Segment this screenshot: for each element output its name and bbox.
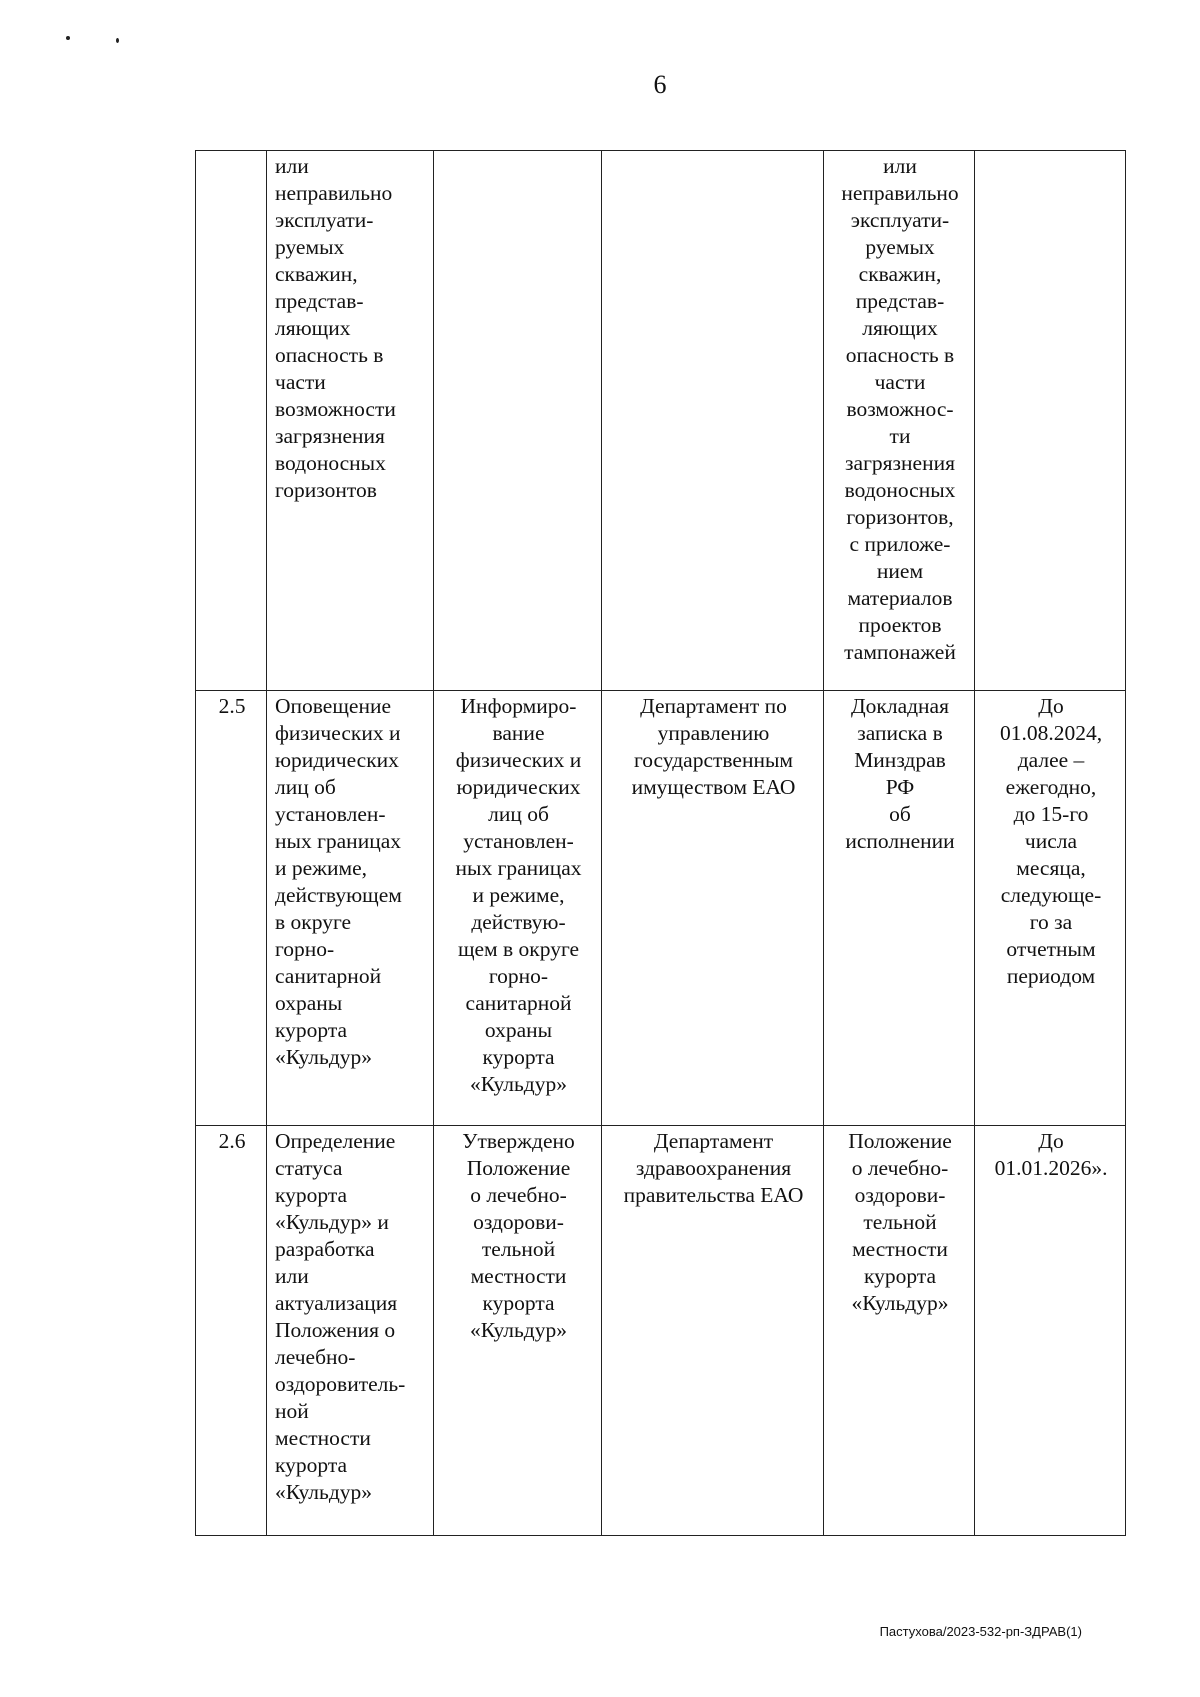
event-cell: Определение статуса курорта «Кульдур» и разработка или актуализация Положения о лечебно- оздоровитель- ной местности курорта «Кульдур» (267, 1126, 434, 1536)
page-number: 6 (653, 70, 667, 99)
row-number-cell (196, 151, 267, 691)
responsible-cell (602, 151, 824, 691)
table-row (196, 1126, 1126, 1536)
event-cell: Оповещение физических и юридических лиц об установлен- ных границах и режиме, действующем в округе горно- санитарной охраны курорта «Кульдур» (267, 691, 434, 1126)
event-cell: или неправильно эксплуати- руемых скважин, представ- ляющих опасность в части возможности загрязнения водоносных горизонтов (267, 151, 434, 691)
scan-speck (66, 36, 70, 40)
result-cell: Информиро- вание физических и юридических лиц об установлен- ных границах и режиме, действую- щем в округе горно- санитарной охраны курорта «Кульдур» (434, 691, 602, 1126)
result-cell (434, 151, 602, 691)
row-number-cell: 2.5 (196, 691, 267, 1126)
responsible-cell: Департамент по управлению государственным имуществом ЕАО (602, 691, 824, 1126)
action-plan-table (195, 150, 1126, 1536)
report-cell: или неправильно эксплуати- руемых скважин, представ- ляющих опасность в части возможнос- ти загрязнения водоносных горизонтов, с приложе- нием материалов проектов тампонажей (824, 151, 975, 691)
table-row (196, 151, 1126, 691)
report-cell: Положение о лечебно- оздорови- тельной местности курорта «Кульдур» (824, 1126, 975, 1536)
table-row (196, 691, 1126, 1126)
deadline-cell (975, 151, 1126, 691)
row-number-cell: 2.6 (196, 1126, 267, 1536)
report-cell: Докладная записка в Минздрав РФ об исполнении (824, 691, 975, 1126)
deadline-cell: До 01.01.2026». (975, 1126, 1126, 1536)
result-cell: Утверждено Положение о лечебно- оздорови- тельной местности курорта «Кульдур» (434, 1126, 602, 1536)
deadline-cell: До 01.08.2024, далее – ежегодно, до 15-го числа месяца, следующе- го за отчетным периодом (975, 691, 1126, 1126)
responsible-cell: Департамент здравоохранения правительства ЕАО (602, 1126, 824, 1536)
document-code: Пастухова/2023-532-рп-ЗДРАВ(1) (879, 1624, 1082, 1639)
scan-speck (116, 38, 119, 43)
